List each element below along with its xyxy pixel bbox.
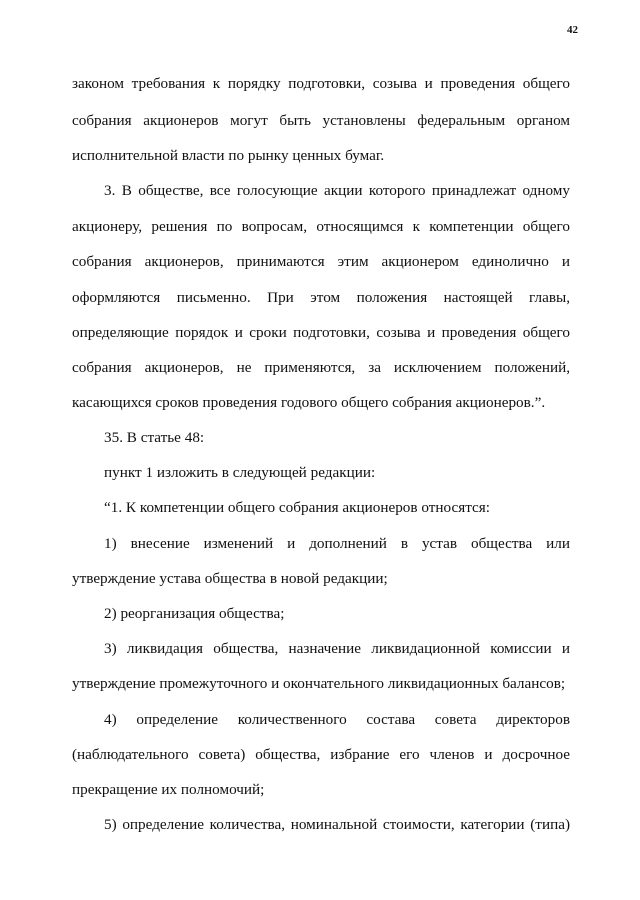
text-line: пункт 1 изложить в следующей редакции:: [104, 464, 376, 481]
text-line: оформляются письменно. При этом положения настоящей главы,: [72, 289, 570, 306]
text-line: исполнительной власти по рынку ценных бумаг.: [72, 147, 385, 164]
text-line: 5) определение количества, номинальной стоимости, категории (типа): [104, 816, 570, 833]
text-line: акционеру, решения по вопросам, относящимся к компетенции общего: [72, 218, 570, 235]
text-line: определяющие порядок и сроки подготовки, созыва и проведения общего: [72, 324, 570, 341]
text-line: 3. В обществе, все голосующие акции которого принадлежат одному: [104, 182, 570, 199]
text-line: 4) определение количественного состава совета директоров: [104, 711, 570, 728]
text-line: 2) реорганизация общества;: [104, 605, 285, 622]
text-line: 35. В статье 48:: [104, 429, 205, 446]
text-line: собрания акционеров, принимаются этим акционером единолично и: [72, 253, 570, 270]
text-line: собрания акционеров, не применяются, за исключением положений,: [72, 359, 570, 376]
text-line: 3) ликвидация общества, назначение ликвидационной комиссии и: [104, 640, 570, 657]
text-line: утверждение устава общества в новой редакции;: [72, 570, 388, 587]
text-line: касающихся сроков проведения годового общего собрания акционеров.”.: [72, 394, 546, 411]
text-line: законом требования к порядку подготовки, созыва и проведения общего: [72, 75, 570, 92]
text-line: прекращение их полномочий;: [72, 781, 265, 798]
text-line: собрания акционеров могут быть установлены федеральным органом: [72, 112, 570, 129]
page-number: 42: [567, 24, 578, 36]
text-line: “1. К компетенции общего собрания акционеров относятся:: [104, 499, 490, 516]
text-line: (наблюдательного совета) общества, избрание его членов и досрочное: [72, 746, 570, 763]
text-line: утверждение промежуточного и окончательного ликвидационных балансов;: [72, 675, 566, 692]
text-line: 1) внесение изменений и дополнений в устав общества или: [104, 535, 570, 552]
